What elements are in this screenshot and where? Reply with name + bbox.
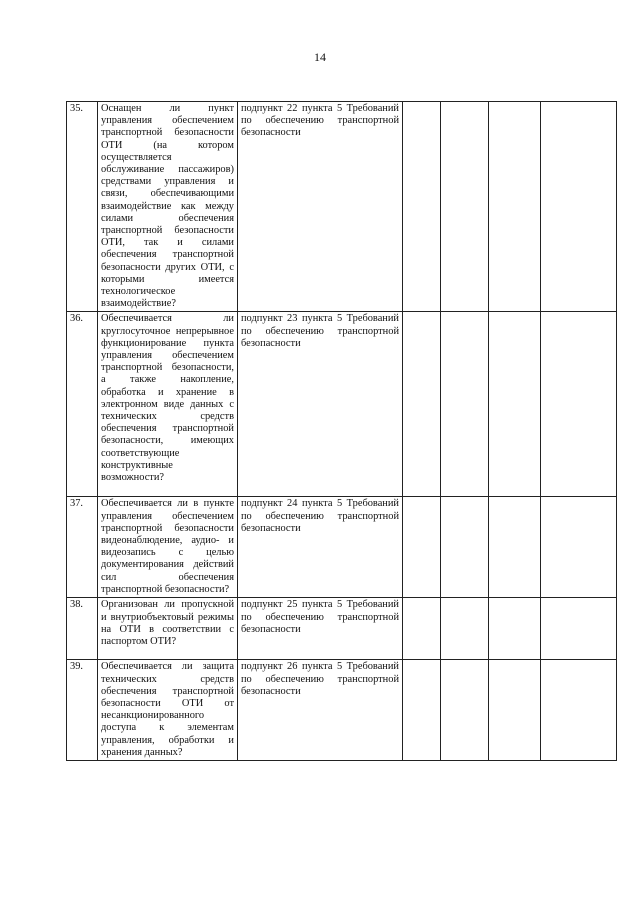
answer-cell-no[interactable] — [441, 497, 489, 598]
legal-reference: подпункт 25 пункта 5 Требований по обеспечению транспортной безопасности — [238, 598, 403, 660]
table-row — [67, 598, 617, 660]
answer-cell-yes[interactable] — [403, 660, 441, 761]
answer-cell-no[interactable] — [441, 102, 489, 312]
answer-cell-yes[interactable] — [403, 598, 441, 660]
question-text: Обеспечивается ли круглосуточное непрерывное функционирование пункта управления обеспечением транспортной безопасности, а также накопление, обработка и хранение в электронном виде данных с технических средств обеспечения транспортной безопасности, имеющих соответствующие конструктивные возможности? — [98, 312, 238, 497]
table-row — [67, 660, 617, 761]
answer-cell-not-applicable[interactable] — [489, 598, 541, 660]
row-number: 36. — [67, 312, 98, 497]
question-text: Обеспечивается ли защита технических средств обеспечения транспортной безопасности ОТИ от несанкционированного доступа к элементам управления, обработки и хранения данных? — [98, 660, 238, 761]
answer-cell-no[interactable] — [441, 660, 489, 761]
row-number: 35. — [67, 102, 98, 312]
answer-cell-not-applicable[interactable] — [489, 660, 541, 761]
answer-cell-note[interactable] — [541, 102, 617, 312]
answer-cell-note[interactable] — [541, 312, 617, 497]
legal-reference: подпункт 22 пункта 5 Требований по обеспечению транспортной безопасности — [238, 102, 403, 312]
answer-cell-not-applicable[interactable] — [489, 312, 541, 497]
table-row — [67, 102, 617, 312]
answer-cell-not-applicable[interactable] — [489, 497, 541, 598]
row-number: 38. — [67, 598, 98, 660]
checklist-table — [66, 101, 617, 761]
answer-cell-no[interactable] — [441, 598, 489, 660]
table-row — [67, 497, 617, 598]
page-number: 14 — [314, 50, 326, 64]
answer-cell-note[interactable] — [541, 660, 617, 761]
legal-reference: подпункт 26 пункта 5 Требований по обеспечению транспортной безопасности — [238, 660, 403, 761]
row-number: 39. — [67, 660, 98, 761]
answer-cell-yes[interactable] — [403, 102, 441, 312]
legal-reference: подпункт 24 пункта 5 Требований по обеспечению транспортной безопасности — [238, 497, 403, 598]
question-text: Оснащен ли пункт управления обеспечением транспортной безопасности ОТИ (на котором осуществляется обслуживание пассажиров) средствами управления и связи, обеспечивающими взаимодействие как между силами обеспечения транспортной безопасности ОТИ, так и силами обеспечения транспортной безопасности других ОТИ, с которыми имеется технологическое взаимодействие? — [98, 102, 238, 312]
answer-cell-not-applicable[interactable] — [489, 102, 541, 312]
row-number: 37. — [67, 497, 98, 598]
question-text: Организован ли пропускной и внутриобъектовый режимы на ОТИ в соответствии с паспортом ОТИ? — [98, 598, 238, 660]
answer-cell-note[interactable] — [541, 497, 617, 598]
answer-cell-yes[interactable] — [403, 497, 441, 598]
answer-cell-note[interactable] — [541, 598, 617, 660]
answer-cell-yes[interactable] — [403, 312, 441, 497]
table-row — [67, 312, 617, 497]
legal-reference: подпункт 23 пункта 5 Требований по обеспечению транспортной безопасности — [238, 312, 403, 497]
answer-cell-no[interactable] — [441, 312, 489, 497]
question-text: Обеспечивается ли в пункте управления обеспечением транспортной безопасности видеонаблюдение, аудио- и видеозапись с целью документирования действий сил обеспечения транспортной безопасности? — [98, 497, 238, 598]
